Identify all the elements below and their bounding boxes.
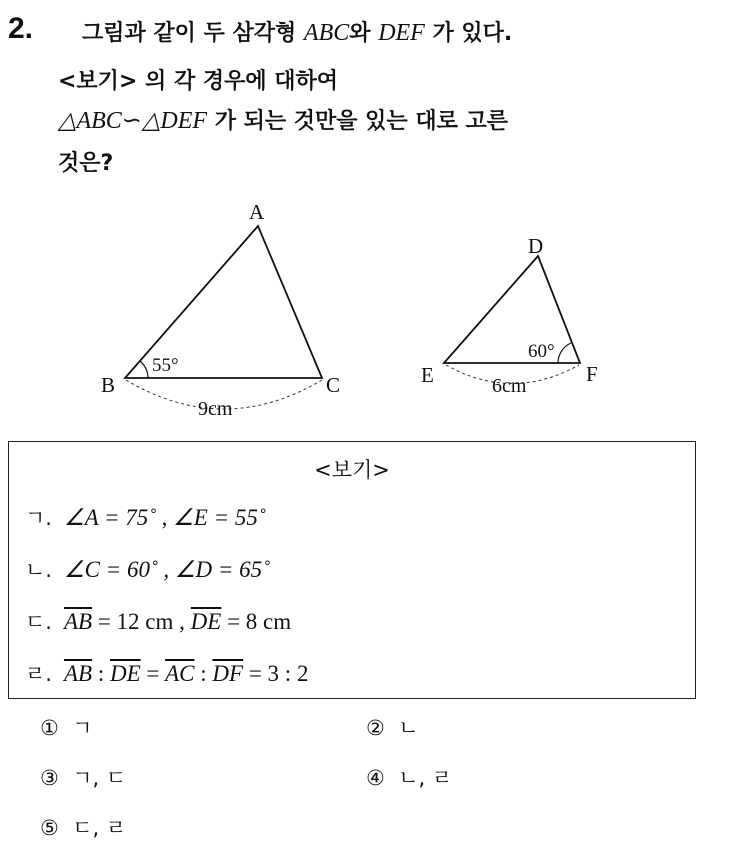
similar-left: △ABC <box>58 108 122 134</box>
choice-2-text: ㄴ <box>398 716 419 740</box>
bogi-marker-3: ㄷ. <box>25 610 52 634</box>
question-line-2: <보기> 의 각 경우에 대하여 <box>58 69 339 94</box>
vertex-e-label: E <box>421 363 434 387</box>
similar-symbol: ∽ <box>121 108 142 134</box>
question-line-3 <box>58 104 508 135</box>
vertex-d-label: D <box>528 234 544 258</box>
choice-5-number: ⑤ <box>40 816 59 840</box>
bogi-marker-4: ㄹ. <box>25 662 52 686</box>
question-line-1 <box>82 16 512 47</box>
choice-4-text: ㄴ, ㄹ <box>398 766 453 790</box>
triangle-def-label: DEF <box>378 20 425 46</box>
choice-1-number: ① <box>40 716 59 740</box>
bogi-text-2: ∠C = 60˚ , ∠D = 65˚ <box>63 557 270 582</box>
segment-de: $\overline{DE}$ <box>190 609 222 634</box>
question-line-4: 것은? <box>58 151 114 176</box>
segment-ab-ratio: $\overline{AB}$ <box>63 661 93 686</box>
bogi-text-3b: = 8 cm <box>221 609 292 634</box>
bogi-text-1: ∠A = 75˚ , ∠E = 55˚ <box>63 505 266 530</box>
ratio-sep-2: : <box>194 661 213 686</box>
choice-1-text: ㄱ <box>72 716 93 740</box>
question-text-c: 가 있다. <box>432 21 513 46</box>
bogi-item-2 <box>25 554 270 584</box>
question-text-d: 가 되는 것만을 있는 대로 고른 <box>214 109 509 134</box>
choice-5-text: ㄷ, ㄹ <box>72 816 127 840</box>
segment-ac-ratio: $\overline{AC}$ <box>165 661 195 686</box>
choice-3[interactable] <box>40 762 126 792</box>
angle-f-arc <box>558 343 571 363</box>
choice-1[interactable] <box>40 712 92 742</box>
segment-ab: $\overline{AB}$ <box>63 609 93 634</box>
question-text-a: 그림과 같이 두 삼각형 <box>82 21 297 46</box>
vertex-b-label: B <box>101 373 116 397</box>
vertex-f-label: F <box>586 362 598 386</box>
choice-3-number: ③ <box>40 766 59 790</box>
side-bc-label: 9cm <box>198 398 233 420</box>
choice-2-number: ② <box>366 716 385 740</box>
angle-f-label: 60° <box>528 341 555 362</box>
bogi-box <box>8 441 696 699</box>
ratio-value: = 3 : 2 <box>243 661 309 686</box>
ratio-eq: = <box>140 661 166 686</box>
ratio-sep-1: : <box>92 661 110 686</box>
angle-b-label: 55° <box>152 355 179 376</box>
bogi-title: <보기> <box>314 458 390 482</box>
question-text-b: 와 <box>349 21 371 46</box>
vertex-c-label: C <box>326 373 341 397</box>
bogi-text-3a: = 12 cm , <box>92 609 191 634</box>
side-ef-label: 6cm <box>492 375 527 397</box>
bogi-marker-1: ㄱ. <box>25 506 52 530</box>
choice-4[interactable] <box>366 762 452 792</box>
angle-b-arc <box>140 361 148 378</box>
bogi-item-1 <box>25 502 266 532</box>
choice-2[interactable] <box>366 712 418 742</box>
bogi-item-4 <box>25 658 308 688</box>
choice-5[interactable] <box>40 812 126 842</box>
segment-df-ratio: $\overline{DF}$ <box>212 661 244 686</box>
segment-de-ratio: $\overline{DE}$ <box>109 661 141 686</box>
choice-4-number: ④ <box>366 766 385 790</box>
triangles-figure <box>0 190 732 430</box>
bogi-marker-2: ㄴ. <box>25 558 52 582</box>
triangle-def <box>444 256 580 363</box>
bogi-item-3 <box>25 606 291 636</box>
vertex-a-label: A <box>249 200 265 224</box>
similar-right: △DEF <box>141 108 208 134</box>
choice-3-text: ㄱ, ㄷ <box>72 766 127 790</box>
triangle-abc-label: ABC <box>303 20 350 46</box>
question-number: 2. <box>8 12 34 45</box>
